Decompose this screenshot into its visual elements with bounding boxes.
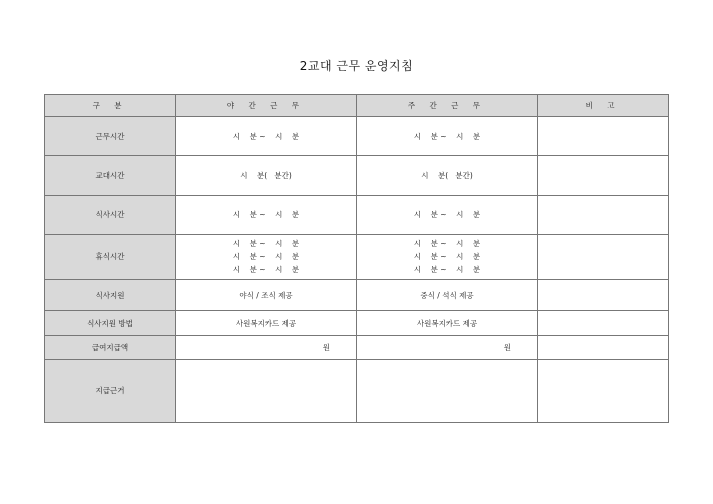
cell-day[interactable]: 중식 / 석식 제공: [357, 280, 538, 311]
cell-night[interactable]: 사원복지카드 제공: [176, 311, 357, 336]
time-duration: 시 분( 분간): [421, 170, 473, 180]
row-label: 급여지급액: [45, 336, 176, 359]
cell-night[interactable]: [176, 117, 357, 156]
cell-note[interactable]: [538, 359, 669, 422]
time-range: 시 분 ~ 시 분: [413, 239, 481, 249]
cell-day[interactable]: 사원복지카드 제공: [357, 311, 538, 336]
cell-night[interactable]: [176, 156, 357, 195]
cell-note[interactable]: [538, 156, 669, 195]
shift-guideline-table: [44, 94, 669, 423]
cell-note[interactable]: [538, 280, 669, 311]
cell-note[interactable]: [538, 234, 669, 279]
time-duration: 시 분( 분간): [240, 170, 292, 180]
row-label: 근무시간: [45, 117, 176, 156]
row-shift-time: [45, 156, 669, 195]
cell-note[interactable]: [538, 117, 669, 156]
header-day-shift: 주 간 근 무: [357, 95, 538, 117]
cell-day[interactable]: [357, 336, 538, 359]
time-range: 시 분 ~ 시 분: [232, 265, 300, 275]
cell-night[interactable]: [176, 195, 357, 234]
header-note: 비 고: [538, 95, 669, 117]
time-range: 시 분 ~ 시 분: [413, 131, 481, 141]
row-label: 식사시간: [45, 195, 176, 234]
cell-day[interactable]: [357, 195, 538, 234]
time-range: 시 분 ~ 시 분: [413, 210, 481, 220]
cell-day[interactable]: [357, 359, 538, 422]
row-label: 휴식시간: [45, 234, 176, 279]
document-title: 2교대 근무 운영지침: [299, 59, 414, 73]
cell-night[interactable]: [176, 234, 357, 279]
header-row: [45, 95, 669, 117]
time-range: 시 분 ~ 시 분: [232, 131, 300, 141]
row-pay-amount: [45, 336, 669, 359]
time-range: 시 분 ~ 시 분: [232, 252, 300, 262]
row-rest-time: [45, 234, 669, 279]
amount-unit: 원: [503, 342, 511, 352]
cell-day[interactable]: [357, 117, 538, 156]
row-meal-time: [45, 195, 669, 234]
time-range: 시 분 ~ 시 분: [413, 252, 481, 262]
header-night-shift: 야 간 근 무: [176, 95, 357, 117]
row-label: 식사지원: [45, 280, 176, 311]
row-label: 교대시간: [45, 156, 176, 195]
cell-note[interactable]: [538, 311, 669, 336]
row-pay-basis: [45, 359, 669, 422]
row-meal-support-method: [45, 311, 669, 336]
cell-night[interactable]: [176, 336, 357, 359]
cell-note[interactable]: [538, 336, 669, 359]
cell-night[interactable]: 야식 / 조식 제공: [176, 280, 357, 311]
row-label: 지급근거: [45, 359, 176, 422]
time-range: 시 분 ~ 시 분: [232, 239, 300, 249]
row-meal-support: [45, 280, 669, 311]
cell-note[interactable]: [538, 195, 669, 234]
amount-unit: 원: [322, 342, 330, 352]
time-range: 시 분 ~ 시 분: [232, 210, 300, 220]
time-range: 시 분 ~ 시 분: [413, 265, 481, 275]
row-work-time: [45, 117, 669, 156]
cell-day[interactable]: [357, 234, 538, 279]
cell-night[interactable]: [176, 359, 357, 422]
cell-day[interactable]: [357, 156, 538, 195]
header-category: 구 분: [45, 95, 176, 117]
row-label: 식사지원 방법: [45, 311, 176, 336]
